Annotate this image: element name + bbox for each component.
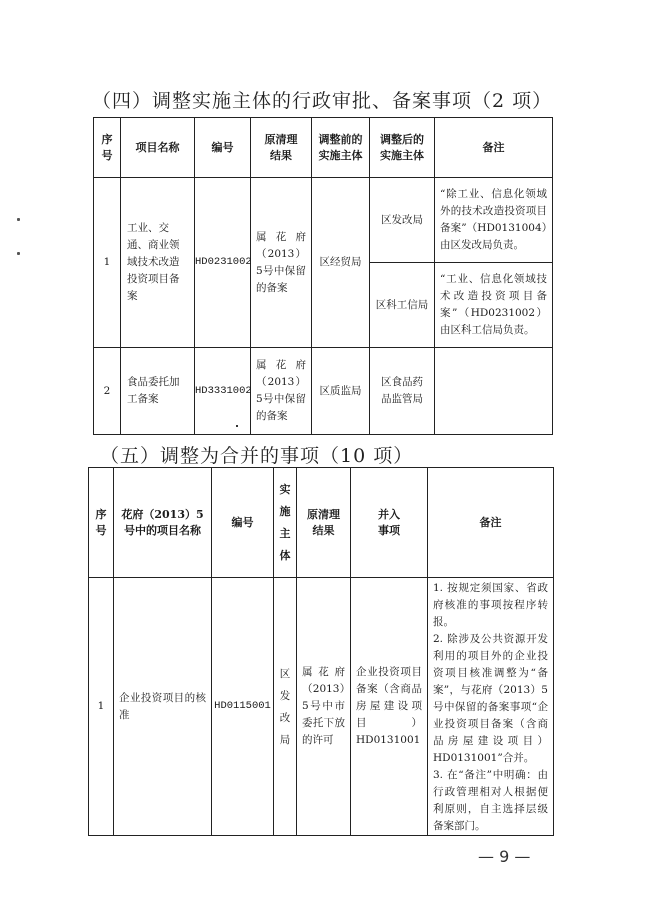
header-before: 调整前的实施主体 [312, 118, 370, 178]
row-code: HD0231002 [195, 178, 251, 348]
table-header-row [94, 118, 553, 178]
row-orig-result: 属花府（2013）5号中保留的备案 [251, 178, 312, 348]
row-note: “除工业、信息化领域外的技术改造投资项目备案”（HD0131004）由区发改局负责。 [435, 178, 553, 263]
row-orig-result: 属花府（2013）5号中保留的备案 [251, 348, 312, 435]
row-after: 区科工信局 [370, 263, 435, 348]
row-name: 工业、交通、商业领域技术改造投资项目备案 [121, 178, 195, 348]
header-seq: 序号 [89, 468, 114, 578]
row-orig-result: 属花府（2013）5号中市委托下放的许可 [297, 578, 351, 836]
table-row [94, 178, 553, 263]
header-after: 调整后的实施主体 [370, 118, 435, 178]
header-name: 项目名称 [121, 118, 195, 178]
table-header-row [89, 468, 554, 578]
header-code: 编号 [195, 118, 251, 178]
header-orig-result: 原清理结果 [251, 118, 312, 178]
row-seq: 1 [89, 578, 114, 836]
row-entity [274, 578, 297, 836]
section-5-title: （五）调整为合并的事项（10 项） [100, 445, 414, 467]
row-code: HD3331002 [195, 348, 251, 435]
table-row [89, 578, 554, 836]
margin-mark [17, 218, 20, 221]
row-after: 区食品药品监管局 [370, 348, 435, 435]
header-code: 编号 [212, 468, 274, 578]
header-name: 花府（2013）5号中的项目名称 [114, 468, 212, 578]
row-note [435, 348, 553, 435]
row-after: 区发改局 [370, 178, 435, 263]
section-5-table [88, 467, 554, 836]
row-name: 企业投资项目的核准 [114, 578, 212, 836]
note-item: 2. 除涉及公共资源开发利用的项目外的企业投资项目核准调整为“备案”，与花府（2013）5号中保留的备案事项“企业投资项目备案（含商品房屋建设项目）HD0131001”合并。 [433, 633, 548, 764]
row-seq: 2 [94, 348, 121, 435]
row-code: HD0115001 [212, 578, 274, 836]
note-item: 3. 在“备注”中明确：由行政管理相对人根据便利原则，自主选择层级备案部门。 [433, 769, 548, 832]
note-item: 1. 按规定须国家、省政府核准的事项按程序转报。 [433, 582, 548, 628]
section-4-table [93, 117, 553, 435]
row-note: “工业、信息化领域技术改造投资项目备案”（HD0231002）由区科工信局负责。 [435, 263, 553, 348]
header-note: 备注 [428, 468, 554, 578]
row-before: 区经贸局 [312, 178, 370, 348]
row-entity-label: 区发改局 [279, 667, 291, 746]
header-orig-result: 原清理结果 [297, 468, 351, 578]
header-note: 备注 [435, 118, 553, 178]
row-before: 区质监局 [312, 348, 370, 435]
header-entity [274, 468, 297, 578]
row-seq: 1 [94, 178, 121, 348]
row-name: 食品委托加工备案 [121, 348, 195, 435]
margin-mark [17, 252, 20, 255]
row-merge-into: 企业投资项目备案（含商品房屋建设项目）HD0131001 [351, 578, 428, 836]
header-entity-label: 实施主体 [279, 482, 291, 562]
scan-dot [236, 425, 238, 427]
table-row [94, 348, 553, 435]
page-number: — 9 — [478, 847, 531, 866]
row-notes [428, 578, 554, 836]
section-4-title: （四）调整实施主体的行政审批、备案事项（2 项） [92, 90, 553, 112]
header-seq: 序号 [94, 118, 121, 178]
header-merge-into: 并入事项 [351, 468, 428, 578]
